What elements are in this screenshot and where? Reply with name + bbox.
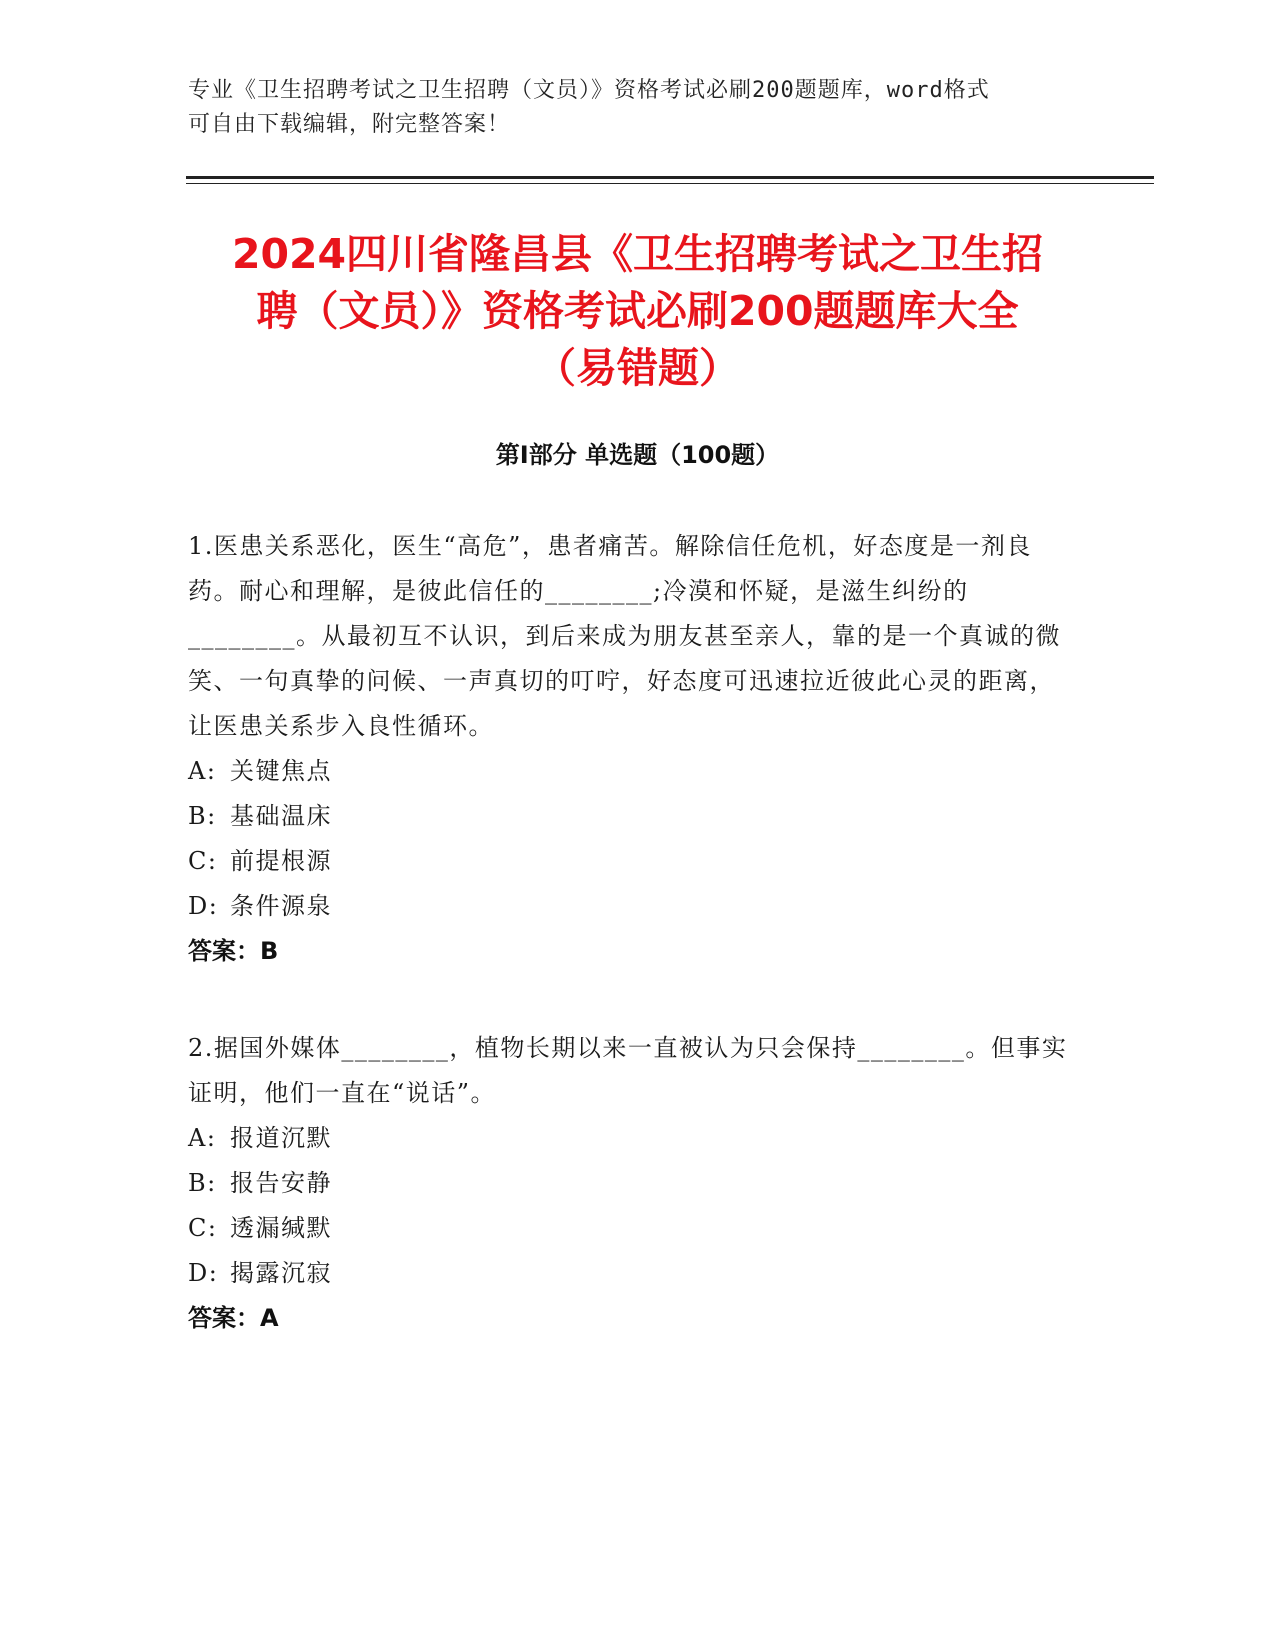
option-text: 揭露沉寂	[230, 1259, 332, 1287]
question-stem: 1.医患关系恶化，医生“高危”，患者痛苦。解除信任危机，好态度是一剂良药。耐心和理解，是彼此信任的________;冷漠和怀疑，是滋生纠纷的________。从最初互不认识，到后来成为朋友甚至亲人，靠的是一个真诚的微笑、一句真挚的问候、一声真切的叮咛，好态度可迅速拉近彼此心灵的距离，让医患关系步入良性循环。	[188, 532, 1061, 740]
option-a	[188, 749, 1068, 794]
option-text: 条件源泉	[230, 892, 332, 920]
option-letter: A:	[188, 757, 217, 785]
title-line2: 聘（文员）》资格考试必刷200题题库大全	[256, 287, 1019, 335]
document-title	[150, 226, 1125, 397]
option-c	[188, 1206, 1068, 1251]
section-heading: 第Ⅰ部分 单选题（100题）	[495, 441, 780, 469]
question-stem: 2.据国外媒体________，植物长期以来一直被认为只会保持________。但事实证明，他们一直在“说话”。	[188, 1034, 1068, 1107]
header-note-line1: 专业《卫生招聘考试之卫生招聘（文员）》资格考试必刷200题题库，word格式	[188, 78, 990, 103]
option-text: 报道沉默	[230, 1124, 332, 1152]
option-text: 透漏缄默	[230, 1214, 332, 1242]
option-d	[188, 1251, 1068, 1296]
option-letter: D:	[188, 1259, 219, 1287]
title-line3: （易错题）	[535, 344, 740, 392]
option-b	[188, 794, 1068, 839]
option-c	[188, 839, 1068, 884]
title-line1: 2024四川省隆昌县《卫生招聘考试之卫生招	[231, 230, 1044, 278]
option-letter: C:	[188, 1214, 218, 1242]
option-d	[188, 884, 1068, 929]
option-letter: C:	[188, 847, 218, 875]
header-divider-thin	[186, 183, 1154, 184]
answer-line: 答案：B	[188, 937, 279, 965]
option-text: 基础温床	[230, 802, 332, 830]
option-letter: D:	[188, 892, 219, 920]
option-text: 关键焦点	[230, 757, 332, 785]
option-letter: A:	[188, 1124, 217, 1152]
option-b	[188, 1161, 1068, 1206]
header-note-line2: 可自由下载编辑，附完整答案！	[188, 112, 511, 137]
option-letter: B:	[188, 1169, 217, 1197]
question-2	[188, 1026, 1068, 1341]
option-a	[188, 1116, 1068, 1161]
question-1	[188, 524, 1068, 974]
header-note	[188, 74, 1068, 142]
header-divider-thick	[186, 176, 1154, 179]
answer-line: 答案：A	[188, 1304, 279, 1332]
option-text: 报告安静	[230, 1169, 332, 1197]
option-letter: B:	[188, 802, 217, 830]
option-text: 前提根源	[230, 847, 332, 875]
